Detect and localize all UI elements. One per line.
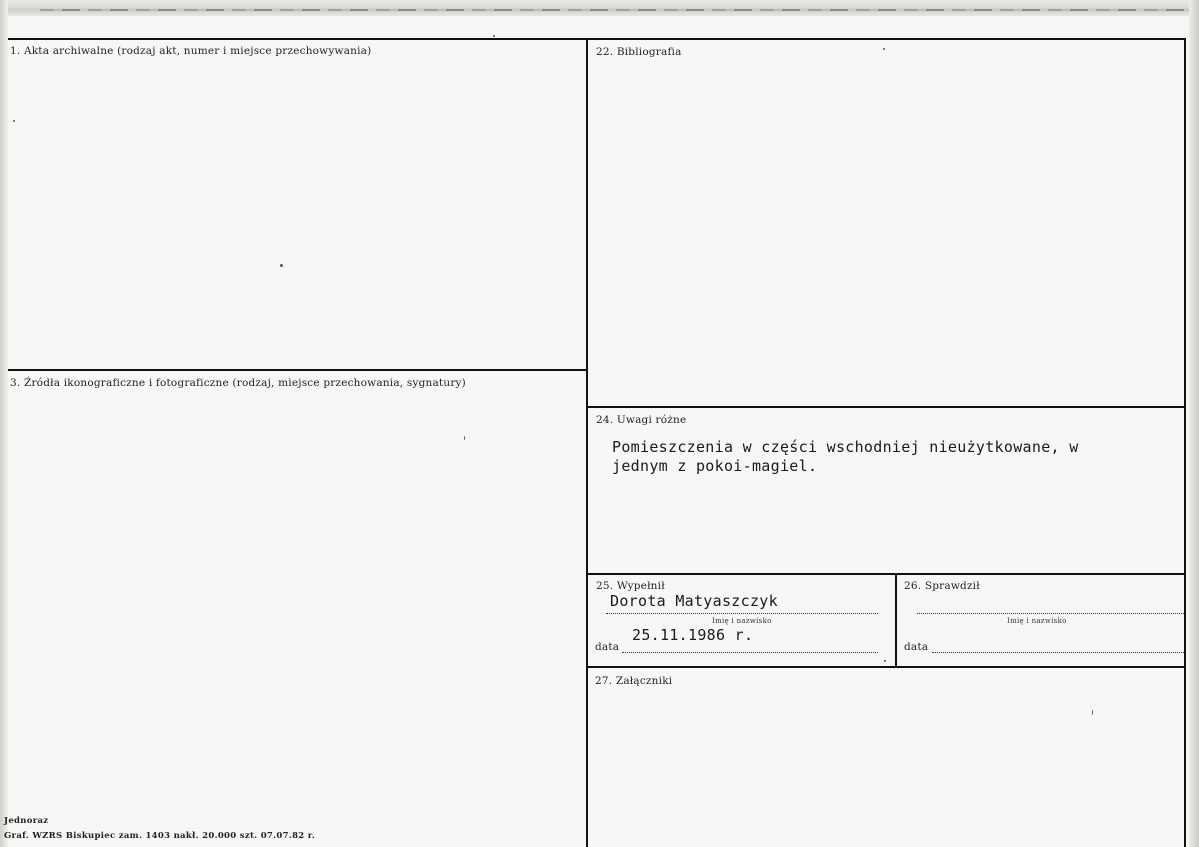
field-24-label: 24. Uwagi różne	[596, 414, 687, 426]
top-rule	[8, 38, 1186, 40]
scan-speck	[13, 120, 15, 122]
field-25-name-caption: Imię i nazwisko	[712, 617, 772, 625]
scan-speck	[883, 48, 885, 50]
field-25-date-line	[622, 652, 878, 653]
field-26-date-label: data	[904, 641, 929, 653]
scan-speck	[884, 660, 886, 662]
footer-line-1: Jednoraz	[4, 816, 49, 826]
right-section-divider-25	[587, 573, 1185, 575]
scan-speck	[1092, 710, 1093, 715]
field-24-remarks-line-1: Pomieszczenia w części wschodniej nieużytkowane, w	[612, 438, 1079, 456]
scan-speck	[280, 264, 283, 267]
scan-right-edge	[1189, 0, 1199, 847]
scan-speck	[493, 35, 495, 37]
right-section-divider-27	[587, 666, 1185, 668]
field-23-label: 3. Źródła ikonograficzne i fotograficzne (rodzaj, miejsce przechowania, sygnatury)	[10, 377, 466, 389]
field-26-name-line	[917, 613, 1184, 614]
scan-top-band	[0, 0, 1199, 16]
scan-left-edge	[0, 0, 8, 847]
field-25-name-line	[606, 613, 878, 614]
left-section-divider	[8, 369, 587, 371]
field-25-date-value: 25.11.1986 r.	[632, 626, 754, 644]
field-24-remarks-line-2: jednym z pokoi-magiel.	[612, 457, 818, 475]
field-26-label: 26. Sprawdził	[904, 580, 980, 592]
field-26-name-caption: Imię i nazwisko	[1007, 617, 1067, 625]
field-21-label: 1. Akta archiwalne (rodzaj akt, numer i miejsce przechowywania)	[10, 45, 372, 57]
field-22-label: 22. Bibliografia	[596, 46, 682, 58]
field-27-label: 27. Załączniki	[595, 675, 673, 687]
field-25-date-label: data	[595, 641, 620, 653]
footer-print-info: Graf. WZRS Biskupiec zam. 1403 nakł. 20.000 szt. 07.07.82 r.	[4, 831, 316, 841]
scan-noise-line	[40, 9, 1190, 11]
right-section-divider-24	[587, 406, 1185, 408]
right-frame-rule	[1184, 38, 1186, 847]
field-25-label: 25. Wypełnił	[596, 580, 665, 592]
scan-speck	[464, 436, 465, 440]
field-26-date-line	[932, 652, 1184, 653]
center-divider	[586, 38, 588, 847]
signature-divider	[895, 574, 897, 667]
field-25-filled-by-name: Dorota Matyaszczyk	[610, 592, 778, 610]
